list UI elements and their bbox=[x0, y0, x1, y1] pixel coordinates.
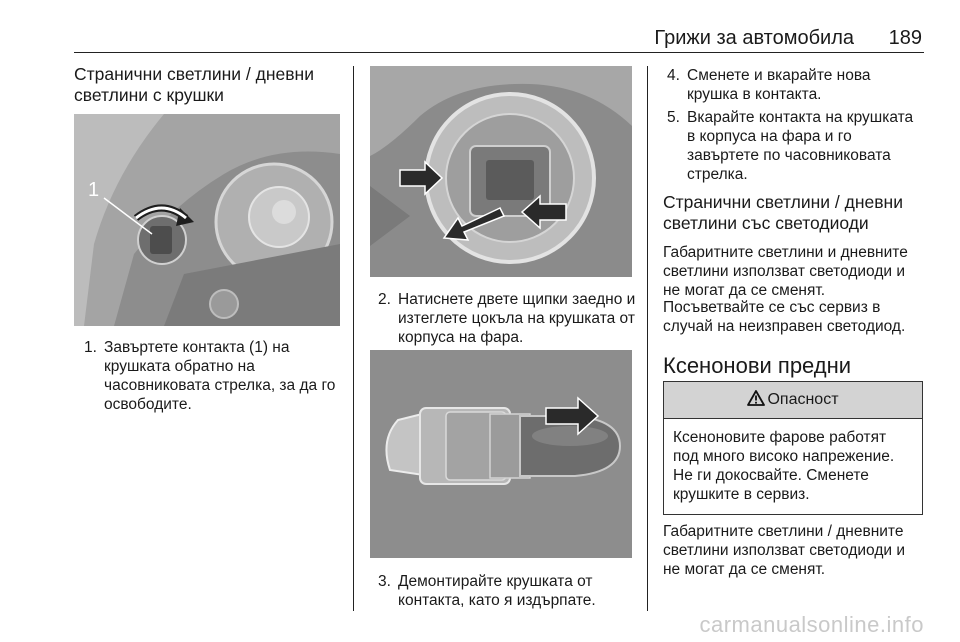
step-text: Натиснете двете щипки заедно и изтеглете цокъла на крушката от корпуса на фара. bbox=[398, 291, 636, 346]
warning-triangle-icon bbox=[747, 390, 765, 406]
column-divider bbox=[353, 66, 354, 611]
paragraph-text: Посъветвайте се със сервиз в случай на неизправен светодиод. bbox=[663, 299, 906, 335]
callout-number: 1 bbox=[88, 179, 100, 201]
bulb-holder-illustration bbox=[370, 66, 632, 277]
column-divider bbox=[647, 66, 648, 611]
page-header-title: Грижи за автомобила bbox=[654, 27, 854, 49]
step-5 bbox=[667, 108, 925, 184]
warning-header bbox=[664, 382, 922, 419]
warning-body: Ксеноновите фарове работят под много високо напрежение. Не ги докосвайте. Сменете крушките в сервиз. bbox=[673, 429, 895, 503]
section-title-xenon: Ксенонови предни bbox=[663, 353, 852, 378]
page-number: 189 bbox=[888, 27, 922, 49]
led-paragraph-1 bbox=[663, 243, 925, 300]
page-header bbox=[74, 24, 924, 53]
step-text: Завъртете контакта (1) на крушката обратно на часовниковата стрелка, за да го освободите. bbox=[104, 339, 336, 413]
step-number: 3. bbox=[378, 573, 391, 590]
step-2 bbox=[378, 290, 636, 347]
paragraph-text: Габаритните светлини и дневните светлини използват светодиоди и не могат да се сменят. bbox=[663, 244, 908, 299]
watermark: carmanualsonline.info bbox=[699, 612, 924, 637]
headlamp-rear-illustration bbox=[74, 114, 340, 326]
figure-bulb-holder-clips bbox=[370, 66, 632, 277]
step-text: Сменете и вкарайте нова крушка в контакта. bbox=[687, 67, 871, 103]
figure-bulb-removal bbox=[370, 350, 632, 558]
step-4 bbox=[667, 66, 925, 104]
step-text: Демонтирайте крушката от контакта, като я издърпате. bbox=[398, 573, 596, 609]
step-1 bbox=[84, 338, 346, 414]
step-number: 5. bbox=[667, 109, 680, 126]
warning-title: Опасност bbox=[767, 391, 839, 408]
led-paragraph-2 bbox=[663, 298, 925, 336]
step-number: 2. bbox=[378, 291, 391, 308]
step-3 bbox=[378, 572, 636, 610]
section-heading-bulb-lights: Странични светлини / дневни светлини с крушки bbox=[74, 64, 314, 105]
step-number: 1. bbox=[84, 339, 97, 356]
figure-bulb-socket-rotate bbox=[74, 114, 340, 326]
section-heading-led-lights: Странични светлини / дневни светлини със светодиоди bbox=[663, 192, 903, 233]
step-number: 4. bbox=[667, 67, 680, 84]
section-led-lights bbox=[663, 192, 925, 234]
xenon-paragraph bbox=[663, 522, 925, 579]
column-1 bbox=[74, 64, 344, 106]
warning-box bbox=[663, 381, 923, 515]
step-text: Вкарайте контакта на крушката в корпуса на фара и го завъртете по часовниковата стрелка. bbox=[687, 109, 914, 183]
bulb-removal-illustration bbox=[370, 350, 632, 558]
paragraph-text: Габаритните светлини / дневните светлини използват светодиоди и не могат да се сменят. bbox=[663, 523, 906, 578]
